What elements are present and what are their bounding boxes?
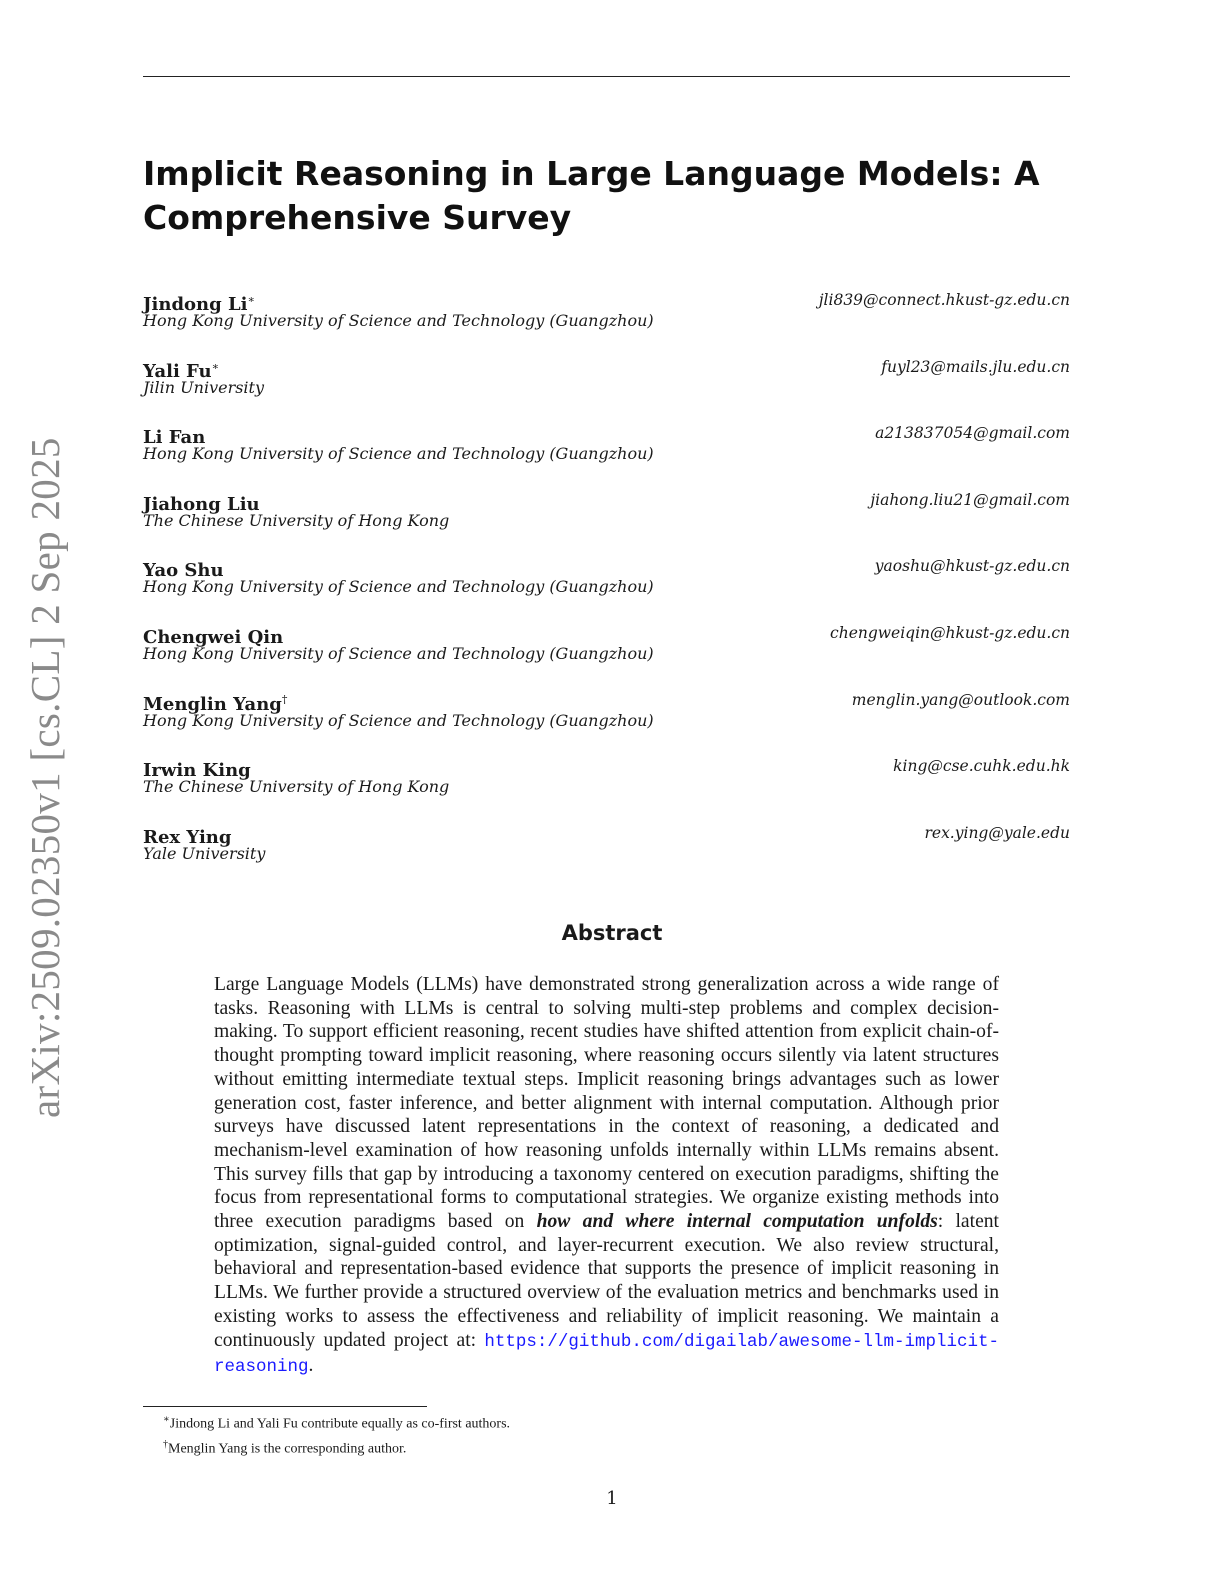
author-entry [143, 554, 1070, 621]
footnote-text: Menglin Yang is the corresponding author. [168, 1441, 407, 1457]
author-affiliation: Hong Kong University of Science and Technology (Guangzhou) [143, 444, 654, 464]
author-email: chengweiqin@hkust-gz.edu.cn [830, 623, 1070, 642]
author-email: rex.ying@yale.edu [924, 823, 1070, 842]
author-name: Menglin Yang [143, 693, 282, 715]
paper-title: Implicit Reasoning in Large Language Models: A Comprehensive Survey [143, 154, 1040, 237]
author-entry [143, 355, 1070, 422]
author-affiliation: Yale University [143, 843, 266, 863]
author-email: menglin.yang@outlook.com [851, 690, 1070, 709]
author-email: jiahong.liu21@gmail.com [870, 490, 1070, 509]
author-mark: † [281, 692, 288, 706]
author-name: Irwin King [143, 760, 251, 782]
author-affiliation: The Chinese University of Hong Kong [143, 510, 450, 530]
abstract-emphasis: how and where internal computation unfolds [536, 1211, 938, 1233]
author-name: Jiahong Liu [143, 493, 260, 515]
author-entry [143, 621, 1070, 688]
author-email: jli839@connect.hkust-gz.edu.cn [818, 291, 1070, 309]
author-email: king@cse.cuhk.edu.hk [893, 757, 1070, 776]
footnote-text: Jindong Li and Yali Fu contribute equally as co-first authors. [169, 1416, 511, 1432]
author-affiliation: Jilin University [143, 377, 265, 397]
author-entry [143, 421, 1070, 488]
author-affiliation: Hong Kong University of Science and Technology (Guangzhou) [143, 311, 654, 330]
author-list [143, 288, 1070, 887]
page-number: 1 [606, 1488, 618, 1509]
author-mark: ∗ [247, 293, 255, 306]
arxiv-stamp: arXiv:2509.02350v1 [cs.CL] 2 Sep 2025 [22, 437, 68, 1118]
author-entry [143, 688, 1070, 755]
footnote-mark: ∗ [163, 1414, 170, 1425]
author-entry [143, 488, 1070, 555]
author-name: Li Fan [143, 427, 206, 449]
author-email: fuyl23@mails.jlu.edu.cn [881, 357, 1070, 376]
author-email: yaoshu@hkust-gz.edu.cn [874, 557, 1070, 576]
abstract-end: . [308, 1355, 314, 1377]
header-rule [143, 76, 1070, 77]
author-affiliation: Hong Kong University of Science and Technology (Guangzhou) [143, 710, 654, 730]
author-affiliation: The Chinese University of Hong Kong [143, 777, 450, 797]
footnote-rule [143, 1406, 427, 1407]
author-name: Jindong Li [143, 294, 248, 315]
author-affiliation: Hong Kong University of Science and Technology (Guangzhou) [143, 643, 654, 663]
footnotes [163, 1410, 510, 1459]
author-entry [143, 288, 1070, 355]
author-name: Yao Shu [143, 560, 224, 582]
footnote-mark: † [163, 1438, 168, 1450]
author-mark: ∗ [211, 359, 220, 373]
author-entry [143, 754, 1070, 821]
author-email: a213837054@gmail.com [875, 424, 1070, 443]
footnote [163, 1435, 510, 1460]
abstract-text: Large Language Models (LLMs) have demonstrated strong generalization across a wide range of tasks. Reasoning with LLMs is central to solving multi-step problems and complex decision-making. To support efficient reasoning, recent studies have shifted attention from explicit chain-of-thought prompting toward implicit reasoning, where reasoning occurs silently via latent structures without emitting intermediate textual steps. Implicit reasoning brings advantages such as lower generation cost, faster inference, and better alignment with internal computation. Although prior surveys have discussed latent representations in the context of reasoning, a dedicated and mechanism-level examination of how reasoning unfolds internally within LLMs remains absent. This survey fills that gap by introducing a taxonomy centered on execution paradigms, shifting the focus from representational forms to computational strategies. We organize existing methods into three execution paradigms based on [214, 974, 999, 1233]
author-entry [143, 821, 1070, 888]
abstract-body [214, 973, 999, 1380]
author-affiliation: Hong Kong University of Science and Technology (Guangzhou) [143, 577, 654, 597]
author-name: Chengwei Qin [143, 626, 284, 648]
project-link[interactable]: https://github.com/digailab/awesome-llm-implicit-reasoning [214, 1331, 999, 1378]
abstract-heading: Abstract [561, 921, 663, 945]
author-name: Yali Fu [143, 360, 212, 382]
footnote [163, 1410, 510, 1435]
abstract-text-continued: : latent optimization, signal-guided control, and layer-recurrent execution. We also review structural, behavioral and representation-based evidence that supports the presence of implicit reasoning in LLMs. We further provide a structured overview of the evaluation metrics and benchmarks used in existing works to assess the effectiveness and reliability of implicit reasoning. We maintain a continuously updated project at: [214, 1211, 1000, 1351]
author-name: Rex Ying [143, 826, 232, 848]
